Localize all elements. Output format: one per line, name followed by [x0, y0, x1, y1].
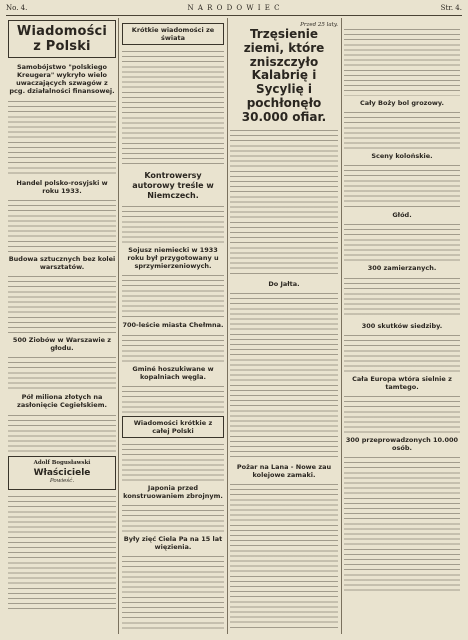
article-body	[122, 383, 224, 413]
newspaper-title: N A R O D O W I E C	[187, 4, 281, 12]
article-headline: 300 przeprowadzonych 10.000 osób.	[345, 435, 459, 452]
article-body	[122, 332, 224, 362]
article-headline: Sojusz niemiecki w 1933 roku był przygotowany u sprzymierzeniowych.	[127, 246, 219, 271]
article-body	[8, 354, 116, 390]
section-masthead	[8, 20, 116, 58]
article-body	[8, 412, 116, 452]
article-body	[344, 109, 460, 149]
column-1	[8, 20, 116, 632]
article-body	[122, 48, 224, 168]
feature-headline: Trzęsienie ziemi, które zniszczyło Kalabrię i Sycylię i pochłonęło 30.000 ofiar.	[241, 27, 327, 124]
column-separator	[118, 18, 119, 634]
article-headline: Pożar na Lana - Nowe zau kolejowe zamaki.	[236, 462, 332, 479]
page-number-left: No. 4.	[6, 4, 28, 12]
article-headline: 300 skutków siedziby.	[361, 321, 443, 330]
article-body	[122, 203, 224, 243]
article-headline: Cała Europa wtóra sielnie z tamtego.	[352, 374, 452, 391]
article-headline: Handel polsko-rosyjski w roku 1933.	[16, 178, 108, 195]
article-body	[344, 275, 460, 319]
article-headline: Były zięć Ciela Pa na 15 lat więzienia.	[123, 535, 223, 552]
serial-title: Właściciele	[33, 467, 91, 478]
serial-author: Adolf Bogusławski	[33, 459, 91, 466]
article-body	[344, 332, 460, 372]
header-rule	[6, 15, 462, 16]
section-masthead-title: Wiadomości z Polski	[16, 24, 108, 54]
article-body	[344, 393, 460, 433]
article-headline: Pół miliona złotych na zasłonięcie Cegiełskiem.	[17, 393, 107, 410]
serial-body	[8, 493, 116, 613]
page-number-right: Str. 4.	[440, 4, 462, 12]
dateline: Przed 25 laty.	[300, 22, 338, 28]
article-body	[122, 441, 224, 481]
article-body	[344, 26, 460, 96]
article-headline: Budowa sztucznych bez kolei warsztatów.	[8, 254, 116, 271]
article-headline: Głód.	[392, 211, 412, 220]
section-box-title: Krótkie wiadomości ze świata	[122, 23, 224, 45]
article-body	[8, 197, 116, 252]
article-body	[344, 221, 460, 261]
column-4	[344, 20, 460, 632]
serial-novel-box	[8, 456, 116, 490]
article-headline: Japonia przed konstruowaniem zbrojnym.	[123, 483, 223, 500]
article-headline: Samobójstwo "polskiego Kreugera" wykryło wielo uwaczających szwagów z pcg. działalności finansowej.	[9, 63, 115, 96]
article-body	[8, 98, 116, 176]
article-headline: Do Jałta.	[268, 279, 300, 288]
article-body	[230, 127, 338, 277]
article-body	[8, 273, 116, 333]
article-body	[230, 481, 338, 632]
section-box-title: Wiadomości krótkie z całej Polski	[122, 416, 224, 438]
article-headline: 500 Ziobów w Warszawie z głodu.	[12, 336, 112, 353]
article-headline: Sceny kolońskie.	[371, 152, 433, 161]
serial-subtitle: Powieść.	[49, 477, 75, 484]
article-headline: Kontrowersy autorowy treśle w Niemczech.	[132, 171, 214, 200]
article-headline: 300 zamierzanych.	[367, 264, 437, 273]
column-3	[230, 20, 338, 632]
column-separator	[341, 18, 342, 634]
article-headline: Gminé hoszukiwane w kopalniach węgla.	[132, 364, 214, 381]
article-headline: 700-leście miasta Chełmna.	[122, 321, 224, 330]
article-headline: Cały Boży bol grozowy.	[359, 99, 445, 107]
article-body	[344, 454, 460, 594]
column-separator	[227, 18, 228, 634]
article-body	[344, 162, 460, 208]
column-2	[122, 20, 224, 632]
article-body	[122, 502, 224, 532]
article-body	[230, 290, 338, 460]
article-body	[122, 553, 224, 632]
article-body	[122, 272, 224, 318]
